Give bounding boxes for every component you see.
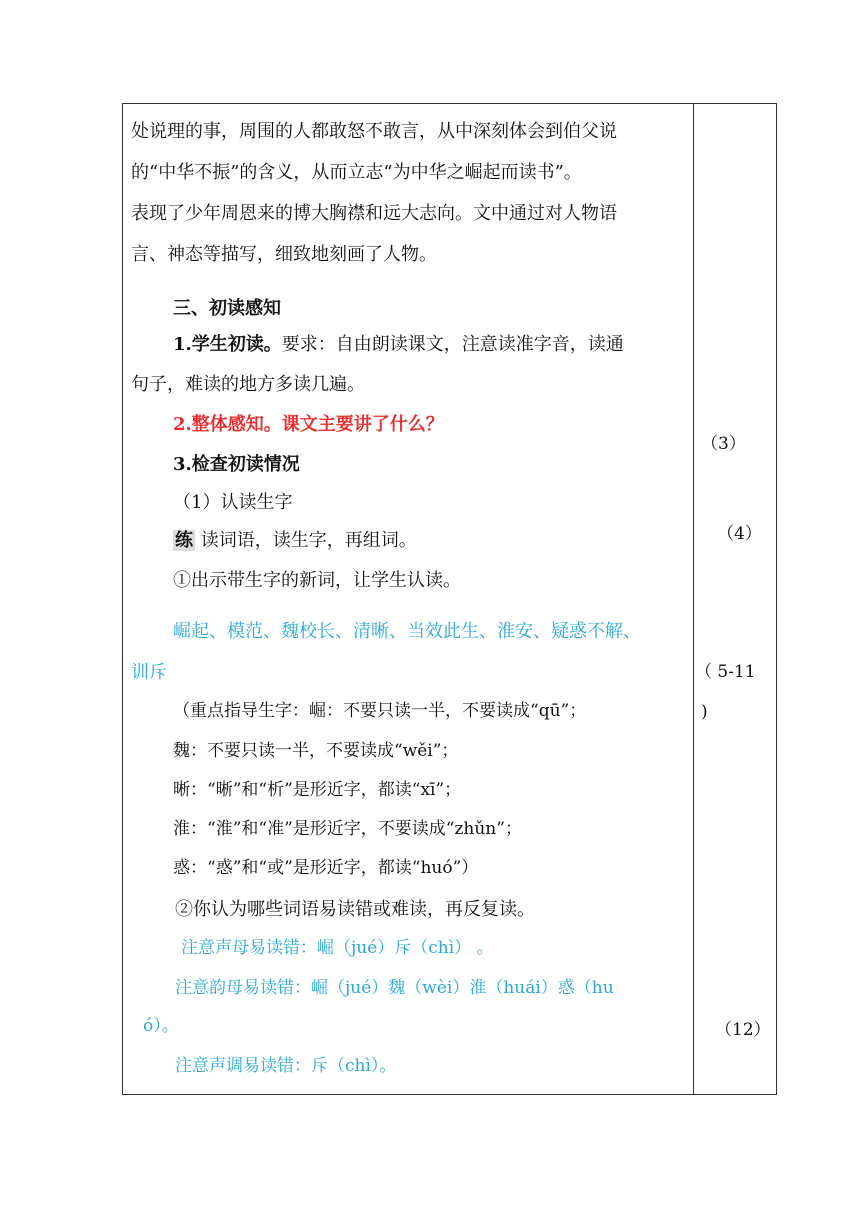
guide-line: 惑：“惑”和“或”是形近字，都读“huó”） xyxy=(173,858,479,878)
practice-text: 读词语，读生字，再组词。 xyxy=(200,530,417,551)
sub-heading: （1）认读生字 xyxy=(173,492,293,513)
guide-line: 淮：“淮”和“准”是形近字，不要读成“zhǔn”； xyxy=(173,819,522,839)
item1-line: ①出示带生字的新词，让学生认读。 xyxy=(173,570,461,591)
step1-text: 要求：自由朗读课文，注意读准字音，读通 xyxy=(281,334,624,355)
word-list-line: 训斥 xyxy=(131,662,167,683)
time-label: ) xyxy=(701,702,708,722)
paragraph-line: 言、神态等描写，细致地刻画了人物。 xyxy=(131,244,437,265)
column-divider xyxy=(693,104,694,1094)
lesson-table xyxy=(122,103,777,1095)
time-label: （3） xyxy=(701,434,746,454)
step3-line: 3.检查初读情况 xyxy=(173,454,300,475)
note-line: 注意声调易读错：斥（chì）。 xyxy=(175,1056,397,1076)
step1-line-2: 句子，难读的地方多读几遍。 xyxy=(131,374,365,395)
step1-title: 1.学生初读。 xyxy=(173,334,282,355)
word-list-line: 崛起、模范、魏校长、清晰、当效此生、淮安、疑惑不解、 xyxy=(173,621,641,642)
practice-marker: 练 xyxy=(175,530,193,551)
practice-line xyxy=(173,529,417,553)
paragraph-line: 表现了少年周恩来的博大胸襟和远大志向。文中通过对人物语 xyxy=(131,203,617,224)
time-label: （ 5-11 xyxy=(695,662,756,682)
note-line: 注意韵母易读错：崛（jué）魏（wèi）淮（huái）惑（hu xyxy=(175,978,614,998)
note-line: ó）。 xyxy=(143,1016,179,1036)
time-label: （12） xyxy=(715,1020,771,1040)
item2-line: ②你认为哪些词语易读错或难读，再反复读。 xyxy=(175,899,535,920)
guide-line: 魏：不要只读一半，不要读成“wěi”； xyxy=(173,741,459,761)
guide-line: （重点指导生字：崛：不要只读一半，不要读成“qū”； xyxy=(173,701,587,721)
paragraph-line: 处说理的事，周围的人都敢怒不敢言，从中深刻体会到伯父说 xyxy=(131,121,617,142)
section-title: 三、初读感知 xyxy=(173,298,281,319)
step1-line xyxy=(173,333,624,357)
step2-line: 2.整体感知。课文主要讲了什么？ xyxy=(173,414,444,435)
guide-line: 晰：“晰”和“析”是形近字，都读“xī”； xyxy=(173,780,462,800)
paragraph-line: 的“中华不振”的含义，从而立志“为中华之崛起而读书”。 xyxy=(131,162,582,183)
time-label: （4） xyxy=(717,524,762,544)
note-line: 注意声母易读错：崛（jué）斥（chì） 。 xyxy=(181,938,494,958)
